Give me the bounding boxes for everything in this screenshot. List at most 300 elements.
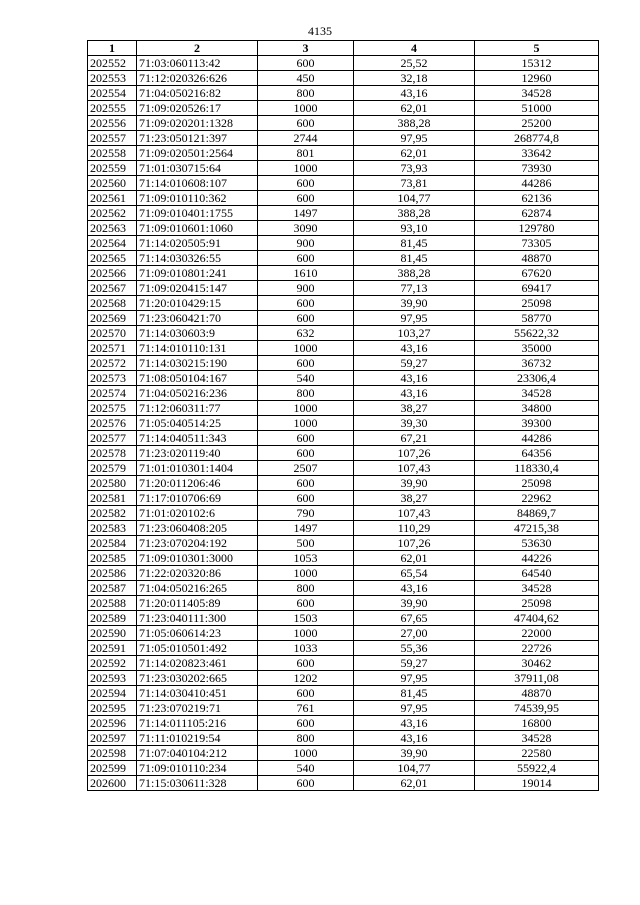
row-number-cell: 202553 (88, 71, 137, 86)
table-row (88, 731, 599, 746)
cadastral-number-cell: 71:23:070204:192 (137, 536, 258, 551)
area-cell: 1497 (258, 521, 354, 536)
rate-cell: 62,01 (354, 101, 475, 116)
cadastral-number-cell: 71:05:010501:492 (137, 641, 258, 656)
area-cell: 600 (258, 776, 354, 791)
area-cell: 600 (258, 716, 354, 731)
value-cell: 35000 (475, 341, 599, 356)
cadastral-number-cell: 71:14:011105:216 (137, 716, 258, 731)
area-cell: 600 (258, 56, 354, 71)
header-row (88, 41, 599, 56)
table-row (88, 131, 599, 146)
rate-cell: 110,29 (354, 521, 475, 536)
value-cell: 84869,7 (475, 506, 599, 521)
rate-cell: 65,54 (354, 566, 475, 581)
area-cell: 1000 (258, 746, 354, 761)
row-number-cell: 202567 (88, 281, 137, 296)
value-cell: 22726 (475, 641, 599, 656)
area-cell: 1000 (258, 626, 354, 641)
value-cell: 25200 (475, 116, 599, 131)
row-number-cell: 202584 (88, 536, 137, 551)
area-cell: 800 (258, 386, 354, 401)
table-row (88, 341, 599, 356)
registry-table (87, 40, 599, 791)
rate-cell: 107,43 (354, 506, 475, 521)
row-number-cell: 202593 (88, 671, 137, 686)
cadastral-number-cell: 71:05:040514:25 (137, 416, 258, 431)
rate-cell: 39,90 (354, 596, 475, 611)
table-row (88, 371, 599, 386)
table-row (88, 176, 599, 191)
value-cell: 44286 (475, 431, 599, 446)
area-cell: 600 (258, 311, 354, 326)
value-cell: 12960 (475, 71, 599, 86)
row-number-cell: 202552 (88, 56, 137, 71)
cadastral-number-cell: 71:05:060614:23 (137, 626, 258, 641)
value-cell: 22962 (475, 491, 599, 506)
area-cell: 1000 (258, 566, 354, 581)
area-cell: 800 (258, 581, 354, 596)
cadastral-number-cell: 71:15:030611:328 (137, 776, 258, 791)
cadastral-number-cell: 71:23:060408:205 (137, 521, 258, 536)
cadastral-number-cell: 71:14:030215:190 (137, 356, 258, 371)
row-number-cell: 202559 (88, 161, 137, 176)
table-row (88, 461, 599, 476)
cadastral-number-cell: 71:23:070219:71 (137, 701, 258, 716)
table-row (88, 596, 599, 611)
row-number-cell: 202579 (88, 461, 137, 476)
area-cell: 1000 (258, 416, 354, 431)
row-number-cell: 202598 (88, 746, 137, 761)
cadastral-number-cell: 71:23:060421:70 (137, 311, 258, 326)
area-cell: 1503 (258, 611, 354, 626)
cadastral-number-cell: 71:09:020415:147 (137, 281, 258, 296)
row-number-cell: 202586 (88, 566, 137, 581)
table-row (88, 641, 599, 656)
cadastral-number-cell: 71:14:020823:461 (137, 656, 258, 671)
area-cell: 2507 (258, 461, 354, 476)
area-cell: 600 (258, 656, 354, 671)
row-number-cell: 202568 (88, 296, 137, 311)
cadastral-number-cell: 71:23:040111:300 (137, 611, 258, 626)
rate-cell: 25,52 (354, 56, 475, 71)
row-number-cell: 202599 (88, 761, 137, 776)
row-number-cell: 202562 (88, 206, 137, 221)
row-number-cell: 202557 (88, 131, 137, 146)
rate-cell: 38,27 (354, 491, 475, 506)
row-number-cell: 202561 (88, 191, 137, 206)
rate-cell: 67,21 (354, 431, 475, 446)
rate-cell: 104,77 (354, 761, 475, 776)
rate-cell: 43,16 (354, 86, 475, 101)
table-row (88, 326, 599, 341)
cadastral-number-cell: 71:09:020201:1328 (137, 116, 258, 131)
area-cell: 450 (258, 71, 354, 86)
row-number-cell: 202595 (88, 701, 137, 716)
rate-cell: 81,45 (354, 236, 475, 251)
rate-cell: 388,28 (354, 266, 475, 281)
value-cell: 34528 (475, 731, 599, 746)
value-cell: 30462 (475, 656, 599, 671)
value-cell: 44286 (475, 176, 599, 191)
value-cell: 15312 (475, 56, 599, 71)
cadastral-number-cell: 71:14:010608:107 (137, 176, 258, 191)
rate-cell: 103,27 (354, 326, 475, 341)
table-row (88, 761, 599, 776)
row-number-cell: 202558 (88, 146, 137, 161)
row-number-cell: 202585 (88, 551, 137, 566)
value-cell: 34800 (475, 401, 599, 416)
cadastral-number-cell: 71:17:010706:69 (137, 491, 258, 506)
rate-cell: 93,10 (354, 221, 475, 236)
value-cell: 36732 (475, 356, 599, 371)
row-number-cell: 202572 (88, 356, 137, 371)
area-cell: 1033 (258, 641, 354, 656)
rate-cell: 67,65 (354, 611, 475, 626)
value-cell: 118330,4 (475, 461, 599, 476)
value-cell: 48870 (475, 251, 599, 266)
table-row (88, 386, 599, 401)
cadastral-number-cell: 71:09:010601:1060 (137, 221, 258, 236)
rate-cell: 55,36 (354, 641, 475, 656)
value-cell: 64356 (475, 446, 599, 461)
area-cell: 1053 (258, 551, 354, 566)
area-cell: 800 (258, 731, 354, 746)
value-cell: 23306,4 (475, 371, 599, 386)
table-row (88, 776, 599, 791)
table-row (88, 551, 599, 566)
area-cell: 1610 (258, 266, 354, 281)
page-number: 4135 (308, 24, 332, 38)
value-cell: 19014 (475, 776, 599, 791)
value-cell: 37911,08 (475, 671, 599, 686)
value-cell: 62874 (475, 206, 599, 221)
area-cell: 600 (258, 176, 354, 191)
rate-cell: 62,01 (354, 146, 475, 161)
table-row (88, 71, 599, 86)
rate-cell: 38,27 (354, 401, 475, 416)
row-number-cell: 202575 (88, 401, 137, 416)
row-number-cell: 202554 (88, 86, 137, 101)
area-cell: 1202 (258, 671, 354, 686)
table-row (88, 251, 599, 266)
table-row (88, 536, 599, 551)
value-cell: 33642 (475, 146, 599, 161)
area-cell: 900 (258, 236, 354, 251)
rate-cell: 59,27 (354, 656, 475, 671)
table-row (88, 701, 599, 716)
value-cell: 44226 (475, 551, 599, 566)
cadastral-number-cell: 71:03:060113:42 (137, 56, 258, 71)
area-cell: 790 (258, 506, 354, 521)
area-cell: 540 (258, 371, 354, 386)
value-cell: 64540 (475, 566, 599, 581)
value-cell: 25098 (475, 476, 599, 491)
row-number-cell: 202573 (88, 371, 137, 386)
value-cell: 268774,8 (475, 131, 599, 146)
value-cell: 22000 (475, 626, 599, 641)
table-row (88, 626, 599, 641)
value-cell: 73305 (475, 236, 599, 251)
row-number-cell: 202596 (88, 716, 137, 731)
table-row (88, 491, 599, 506)
area-cell: 1000 (258, 101, 354, 116)
cadastral-number-cell: 71:07:040104:212 (137, 746, 258, 761)
rate-cell: 388,28 (354, 116, 475, 131)
value-cell: 22580 (475, 746, 599, 761)
cadastral-number-cell: 71:23:020119:40 (137, 446, 258, 461)
rate-cell: 43,16 (354, 731, 475, 746)
table-row (88, 281, 599, 296)
column-header-4: 4 (354, 41, 475, 56)
table-row (88, 146, 599, 161)
area-cell: 761 (258, 701, 354, 716)
area-cell: 1000 (258, 161, 354, 176)
value-cell: 34528 (475, 581, 599, 596)
table-row (88, 431, 599, 446)
cadastral-number-cell: 71:14:030326:55 (137, 251, 258, 266)
row-number-cell: 202590 (88, 626, 137, 641)
table-row (88, 161, 599, 176)
cadastral-number-cell: 71:09:010401:1755 (137, 206, 258, 221)
rate-cell: 62,01 (354, 776, 475, 791)
cadastral-number-cell: 71:23:050121:397 (137, 131, 258, 146)
row-number-cell: 202589 (88, 611, 137, 626)
cadastral-number-cell: 71:14:020505:91 (137, 236, 258, 251)
cadastral-number-cell: 71:14:040511:343 (137, 431, 258, 446)
rate-cell: 43,16 (354, 371, 475, 386)
row-number-cell: 202564 (88, 236, 137, 251)
cadastral-number-cell: 71:09:010110:234 (137, 761, 258, 776)
cadastral-number-cell: 71:20:011206:46 (137, 476, 258, 491)
cadastral-number-cell: 71:09:020526:17 (137, 101, 258, 116)
row-number-cell: 202581 (88, 491, 137, 506)
value-cell: 58770 (475, 311, 599, 326)
rate-cell: 97,95 (354, 131, 475, 146)
table-row (88, 101, 599, 116)
cadastral-number-cell: 71:12:060311:77 (137, 401, 258, 416)
rate-cell: 39,90 (354, 476, 475, 491)
rate-cell: 107,43 (354, 461, 475, 476)
area-cell: 600 (258, 431, 354, 446)
cadastral-number-cell: 71:11:010219:54 (137, 731, 258, 746)
table-row (88, 236, 599, 251)
rate-cell: 77,13 (354, 281, 475, 296)
row-number-cell: 202565 (88, 251, 137, 266)
row-number-cell: 202597 (88, 731, 137, 746)
area-cell: 632 (258, 326, 354, 341)
table-row (88, 656, 599, 671)
area-cell: 801 (258, 146, 354, 161)
rate-cell: 104,77 (354, 191, 475, 206)
table-body (88, 56, 599, 791)
table-row (88, 611, 599, 626)
row-number-cell: 202570 (88, 326, 137, 341)
row-number-cell: 202563 (88, 221, 137, 236)
value-cell: 62136 (475, 191, 599, 206)
rate-cell: 97,95 (354, 311, 475, 326)
rate-cell: 43,16 (354, 716, 475, 731)
rate-cell: 43,16 (354, 341, 475, 356)
value-cell: 55622,32 (475, 326, 599, 341)
table-row (88, 206, 599, 221)
cadastral-number-cell: 71:22:020320:86 (137, 566, 258, 581)
cadastral-number-cell: 71:23:030202:665 (137, 671, 258, 686)
value-cell: 67620 (475, 266, 599, 281)
cadastral-number-cell: 71:04:050216:82 (137, 86, 258, 101)
row-number-cell: 202560 (88, 176, 137, 191)
column-header-1: 1 (88, 41, 137, 56)
area-cell: 540 (258, 761, 354, 776)
value-cell: 34528 (475, 386, 599, 401)
value-cell: 25098 (475, 596, 599, 611)
value-cell: 34528 (475, 86, 599, 101)
row-number-cell: 202594 (88, 686, 137, 701)
column-header-3: 3 (258, 41, 354, 56)
row-number-cell: 202600 (88, 776, 137, 791)
column-header-2: 2 (137, 41, 258, 56)
table-row (88, 581, 599, 596)
table-row (88, 86, 599, 101)
cadastral-number-cell: 71:09:010110:362 (137, 191, 258, 206)
row-number-cell: 202591 (88, 641, 137, 656)
rate-cell: 27,00 (354, 626, 475, 641)
table-row (88, 686, 599, 701)
rate-cell: 107,26 (354, 446, 475, 461)
rate-cell: 73,81 (354, 176, 475, 191)
rate-cell: 39,90 (354, 296, 475, 311)
area-cell: 600 (258, 296, 354, 311)
cadastral-number-cell: 71:14:030603:9 (137, 326, 258, 341)
row-number-cell: 202580 (88, 476, 137, 491)
value-cell: 25098 (475, 296, 599, 311)
table-row (88, 191, 599, 206)
area-cell: 600 (258, 686, 354, 701)
table-row (88, 746, 599, 761)
row-number-cell: 202583 (88, 521, 137, 536)
row-number-cell: 202566 (88, 266, 137, 281)
area-cell: 1497 (258, 206, 354, 221)
table-row (88, 416, 599, 431)
area-cell: 600 (258, 356, 354, 371)
cadastral-number-cell: 71:01:020102:6 (137, 506, 258, 521)
area-cell: 600 (258, 596, 354, 611)
table-row (88, 296, 599, 311)
area-cell: 1000 (258, 401, 354, 416)
value-cell: 51000 (475, 101, 599, 116)
value-cell: 47404,62 (475, 611, 599, 626)
row-number-cell: 202569 (88, 311, 137, 326)
rate-cell: 62,01 (354, 551, 475, 566)
area-cell: 600 (258, 446, 354, 461)
value-cell: 73930 (475, 161, 599, 176)
row-number-cell: 202578 (88, 446, 137, 461)
column-header-5: 5 (475, 41, 599, 56)
area-cell: 600 (258, 251, 354, 266)
row-number-cell: 202592 (88, 656, 137, 671)
value-cell: 69417 (475, 281, 599, 296)
table-row (88, 116, 599, 131)
area-cell: 600 (258, 476, 354, 491)
cadastral-number-cell: 71:12:020326:626 (137, 71, 258, 86)
table-row (88, 716, 599, 731)
table-row (88, 356, 599, 371)
row-number-cell: 202588 (88, 596, 137, 611)
row-number-cell: 202574 (88, 386, 137, 401)
area-cell: 3090 (258, 221, 354, 236)
table-row (88, 221, 599, 236)
rate-cell: 81,45 (354, 251, 475, 266)
rate-cell: 39,90 (354, 746, 475, 761)
table-row (88, 266, 599, 281)
rate-cell: 73,93 (354, 161, 475, 176)
value-cell: 74539,95 (475, 701, 599, 716)
row-number-cell: 202555 (88, 101, 137, 116)
rate-cell: 43,16 (354, 386, 475, 401)
cadastral-number-cell: 71:14:030410:451 (137, 686, 258, 701)
rate-cell: 39,30 (354, 416, 475, 431)
cadastral-number-cell: 71:01:010301:1404 (137, 461, 258, 476)
value-cell: 48870 (475, 686, 599, 701)
row-number-cell: 202587 (88, 581, 137, 596)
table-row (88, 401, 599, 416)
table-row (88, 56, 599, 71)
row-number-cell: 202556 (88, 116, 137, 131)
area-cell: 1000 (258, 341, 354, 356)
cadastral-number-cell: 71:09:020501:2564 (137, 146, 258, 161)
area-cell: 900 (258, 281, 354, 296)
rate-cell: 97,95 (354, 671, 475, 686)
table-row (88, 446, 599, 461)
cadastral-number-cell: 71:20:011405:89 (137, 596, 258, 611)
row-number-cell: 202571 (88, 341, 137, 356)
rate-cell: 97,95 (354, 701, 475, 716)
cadastral-number-cell: 71:04:050216:236 (137, 386, 258, 401)
value-cell: 53630 (475, 536, 599, 551)
table-row (88, 506, 599, 521)
area-cell: 600 (258, 191, 354, 206)
area-cell: 600 (258, 491, 354, 506)
rate-cell: 107,26 (354, 536, 475, 551)
row-number-cell: 202577 (88, 431, 137, 446)
cadastral-number-cell: 71:20:010429:15 (137, 296, 258, 311)
table-row (88, 476, 599, 491)
row-number-cell: 202582 (88, 506, 137, 521)
rate-cell: 59,27 (354, 356, 475, 371)
rate-cell: 32,18 (354, 71, 475, 86)
table-row (88, 566, 599, 581)
cadastral-number-cell: 71:08:050104:167 (137, 371, 258, 386)
row-number-cell: 202576 (88, 416, 137, 431)
value-cell: 47215,38 (475, 521, 599, 536)
cadastral-number-cell: 71:01:030715:64 (137, 161, 258, 176)
area-cell: 2744 (258, 131, 354, 146)
rate-cell: 388,28 (354, 206, 475, 221)
table-row (88, 671, 599, 686)
area-cell: 500 (258, 536, 354, 551)
area-cell: 600 (258, 116, 354, 131)
value-cell: 39300 (475, 416, 599, 431)
cadastral-number-cell: 71:04:050216:265 (137, 581, 258, 596)
table-row (88, 521, 599, 536)
value-cell: 55922,4 (475, 761, 599, 776)
cadastral-number-cell: 71:09:010301:3000 (137, 551, 258, 566)
rate-cell: 81,45 (354, 686, 475, 701)
cadastral-number-cell: 71:09:010801:241 (137, 266, 258, 281)
rate-cell: 43,16 (354, 581, 475, 596)
cadastral-number-cell: 71:14:010110:131 (137, 341, 258, 356)
value-cell: 16800 (475, 716, 599, 731)
